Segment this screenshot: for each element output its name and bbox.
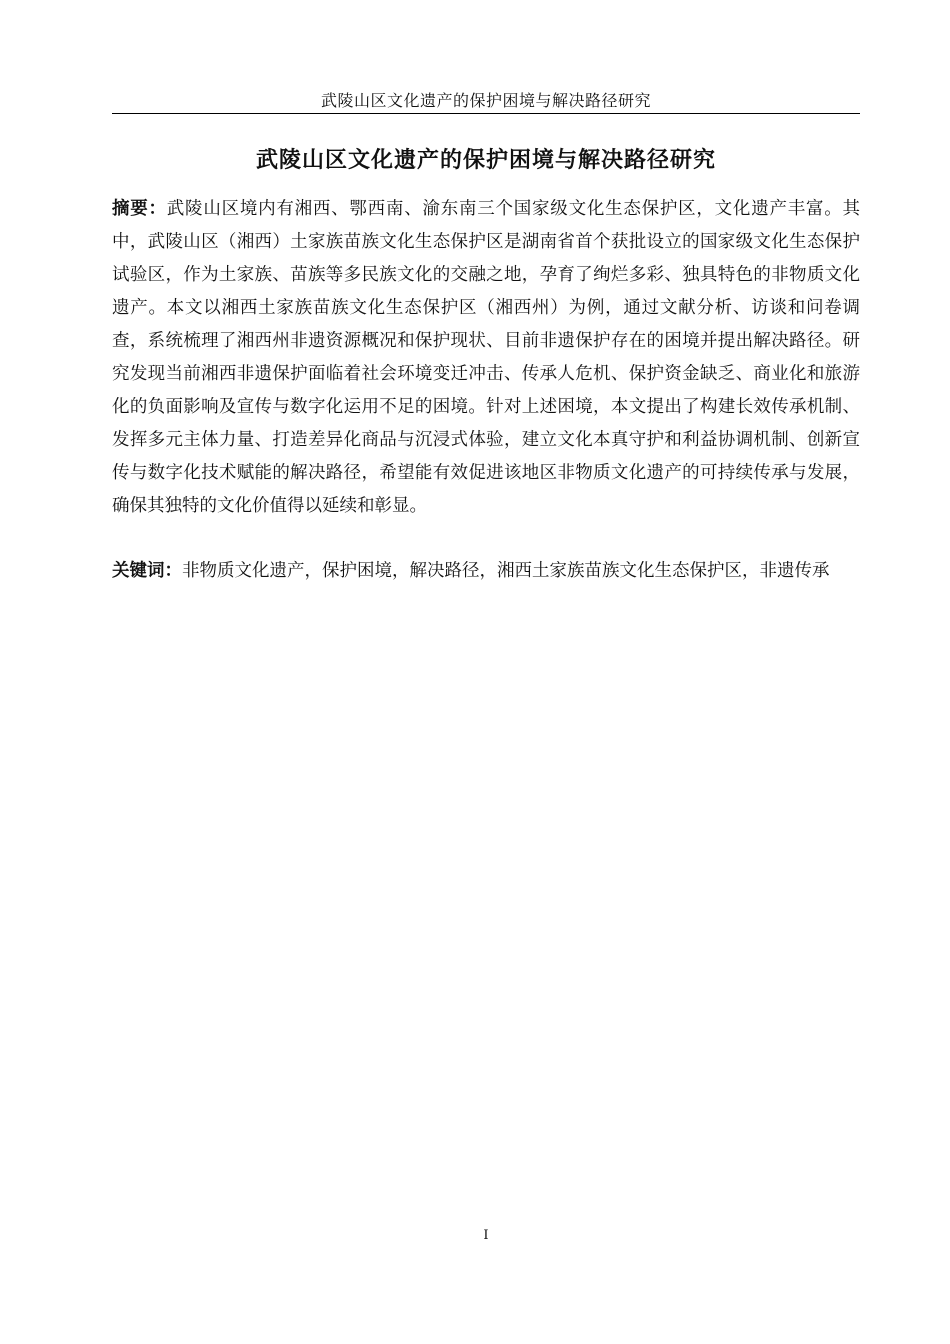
abstract-text: 武陵山区境内有湘西、鄂西南、渝东南三个国家级文化生态保护区，文化遗产丰富。其中，武陵山区（湘西）土家族苗族文化生态保护区是湖南省首个获批设立的国家级文化生态保护试验区，作为土家族、苗族等多民族文化的交融之地，孕育了绚烂多彩、独具特色的非物质文化遗产。本文以湘西土家族苗族文化生态保护区（湘西州）为例，通过文献分析、访谈和问卷调查，系统梳理了湘西州非遗资源概况和保护现状、目前非遗保护存在的困境并提出解决路径。研究发现当前湘西非遗保护面临着社会环境变迁冲击、传承人危机、保护资金缺乏、商业化和旅游化的负面影响及宣传与数字化运用不足的困境。针对上述困境，本文提出了构建长效传承机制、发挥多元主体力量、打造差异化商品与沉浸式体验，建立文化本真守护和利益协调机制、创新宣传与数字化技术赋能的解决路径，希望能有效促进该地区非物质文化遗产的可持续传承与发展，确保其独特的文化价值得以延续和彰显。	[112, 199, 861, 516]
keywords-text: 非物质文化遗产，保护困境，解决路径，湘西土家族苗族文化生态保护区，非遗传承	[182, 561, 830, 581]
abstract-label: 摘要：	[112, 199, 167, 219]
abstract-paragraph	[112, 193, 860, 523]
document-title: 武陵山区文化遗产的保护困境与解决路径研究	[255, 148, 716, 173]
running-header: 武陵山区文化遗产的保护困境与解决路径研究	[320, 91, 651, 110]
keywords-label: 关键词：	[112, 561, 182, 581]
header-rule	[112, 113, 860, 114]
keywords-paragraph	[112, 555, 860, 588]
page-number: I	[483, 1228, 489, 1243]
